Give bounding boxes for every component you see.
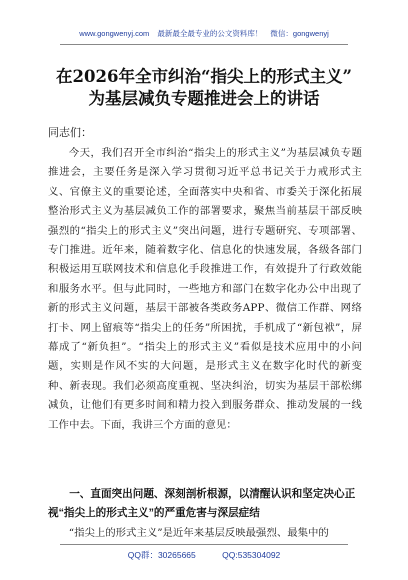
site-slogan: 最新最全最专业的公文资料库！ — [157, 29, 263, 38]
paragraph-1: 今天，我们召开全市纠治“指尖上的形式主义”为基层减负专题推进会，主要任务是深入学习贯彻习近平总书记关于力戒形式主义、官僚主义的重要论述，全面落实中央和省、市委关于深化拓展整治形式主义为基层减负工作的部署要求，聚焦当前基层干部反映强烈的“指尖上的形式主义”突出问题，进行专题研究、专项部署、专门推进。近年来，随着数字化、信息化的快速发展，各级各部门积极运用互联网技术和信息化手段推进工作，有效提升了行政效能和服务水平。但与此同时，一些地方和部门在数字化办公中出现了新的形式主义问题，基层干部被各类政务APP、微信工作群、网络打卡、网上留痕等“指尖上的任务”所困扰，手机成了“新包袱”，屏幕成了“新负担”。“指尖上的形式主义”看似是技术应用中的小问题，实则是作风不实的大问题，是形式主义在数字化时代的新变种、新表现。我们必须高度重视、坚决纠治，切实为基层干部松绑减负，让他们有更多时间和精力投入到服务群众、推动发展的一线工作中去。下面，我讲三个方面的意见： — [48, 147, 362, 431]
title-line-1: 在2026年全市纠治“指尖上的形式主义” — [56, 67, 352, 86]
site-footer — [0, 548, 408, 562]
website-link[interactable]: www.gongwenyj.com — [79, 29, 150, 38]
document-title — [20, 66, 388, 110]
site-header — [0, 26, 408, 42]
salutation: 同志们： — [48, 126, 92, 139]
qq-group: QQ群：30265665 — [127, 550, 196, 560]
body-paragraph — [48, 144, 362, 435]
title-line-2: 为基层减负专题推进会上的讲话 — [88, 89, 320, 108]
header-divider — [60, 44, 348, 45]
qq-number: QQ:535304092 — [222, 550, 281, 560]
section-heading-1: 一、直面突出问题、深刻剖析根源，以清醒认识和坚定决心正视“指尖上的形式主义”的严重危害与深层症结 — [48, 488, 356, 520]
wechat-id: 微信：gongwenyj — [270, 29, 329, 38]
footer-divider — [60, 544, 348, 545]
section-1-first-line: “指尖上的形式主义”是近年来基层反映最强烈、最集中的 — [68, 527, 329, 539]
